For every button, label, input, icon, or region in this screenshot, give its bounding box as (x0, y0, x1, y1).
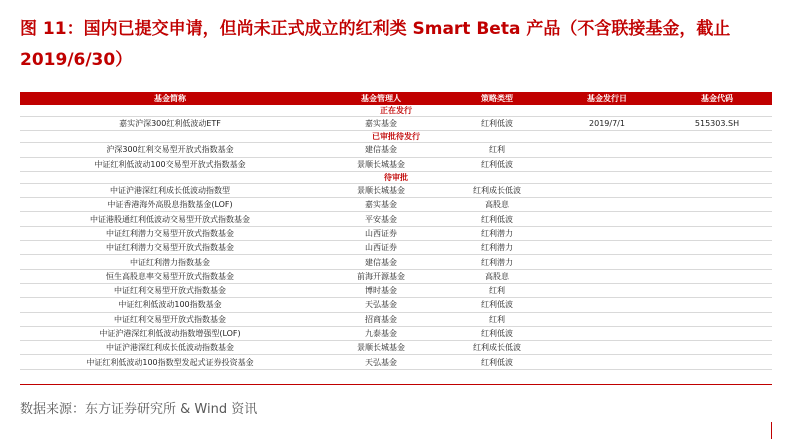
table-row (20, 255, 772, 269)
cell-strategy: 红利 (442, 143, 552, 157)
cell-manager: 景顺长城基金 (320, 183, 442, 197)
table-row (20, 226, 772, 240)
cell-fund-name: 中证红利低波动100指数基金 (20, 298, 320, 312)
cell-manager: 嘉实基金 (320, 117, 442, 131)
section-label: 待审批 (20, 171, 772, 183)
cell-manager: 招商基金 (320, 312, 442, 326)
section-row (20, 171, 772, 183)
cell-issue-date (552, 298, 662, 312)
col-header-fund-name: 基金简称 (20, 92, 320, 105)
cell-issue-date: 2019/7/1 (552, 117, 662, 131)
cell-issue-date (552, 355, 662, 369)
cell-fund-name: 中证沪港深红利成长低波动指数型 (20, 183, 320, 197)
table-row (20, 298, 772, 312)
cell-strategy: 高股息 (442, 269, 552, 283)
cell-strategy: 红利低波 (442, 326, 552, 340)
fund-table (20, 92, 772, 370)
col-header-manager: 基金管理人 (320, 92, 442, 105)
section-label: 正在发行 (20, 105, 772, 117)
cell-strategy: 红利潜力 (442, 255, 552, 269)
cell-issue-date (552, 198, 662, 212)
cell-manager: 前海开源基金 (320, 269, 442, 283)
cell-fund-name: 沪深300红利交易型开放式指数基金 (20, 143, 320, 157)
cell-manager: 建信基金 (320, 143, 442, 157)
cell-strategy: 高股息 (442, 198, 552, 212)
cell-manager: 天弘基金 (320, 355, 442, 369)
table-row (20, 269, 772, 283)
table-row (20, 183, 772, 197)
cell-issue-date (552, 255, 662, 269)
cell-fund-code (662, 157, 772, 171)
cell-manager: 天弘基金 (320, 298, 442, 312)
cell-strategy: 红利 (442, 283, 552, 297)
cell-fund-code: 515303.SH (662, 117, 772, 131)
cell-fund-code (662, 269, 772, 283)
cell-issue-date (552, 326, 662, 340)
cell-issue-date (552, 212, 662, 226)
cell-issue-date (552, 283, 662, 297)
cell-fund-code (662, 355, 772, 369)
table-header-row (20, 92, 772, 105)
figure-title: 图 11：国内已提交申请，但尚未正式成立的红利类 Smart Beta 产品（不含联接基金，截止 2019/6/30） (20, 19, 731, 70)
cell-fund-code (662, 143, 772, 157)
cell-fund-code (662, 226, 772, 240)
table-row (20, 241, 772, 255)
cell-issue-date (552, 183, 662, 197)
corner-mark (771, 422, 772, 439)
cell-fund-name: 中证红利潜力指数基金 (20, 255, 320, 269)
cell-fund-name: 中证红利低波动100指数型发起式证券投资基金 (20, 355, 320, 369)
cell-manager: 嘉实基金 (320, 198, 442, 212)
cell-strategy: 红利低波 (442, 117, 552, 131)
cell-fund-name: 中证红利交易型开放式指数基金 (20, 312, 320, 326)
cell-issue-date (552, 241, 662, 255)
table-row (20, 355, 772, 369)
cell-fund-name: 中证红利潜力交易型开放式指数基金 (20, 241, 320, 255)
cell-fund-name: 中证港股通红利低波动交易型开放式指数基金 (20, 212, 320, 226)
cell-strategy: 红利潜力 (442, 241, 552, 255)
cell-fund-code (662, 312, 772, 326)
cell-fund-name: 中证红利潜力交易型开放式指数基金 (20, 226, 320, 240)
cell-manager: 山西证券 (320, 226, 442, 240)
cell-fund-name: 嘉实沪深300红利低波动ETF (20, 117, 320, 131)
table-row (20, 283, 772, 297)
table-row (20, 212, 772, 226)
cell-fund-code (662, 326, 772, 340)
table-row (20, 157, 772, 171)
cell-strategy: 红利成长低波 (442, 341, 552, 355)
cell-fund-code (662, 298, 772, 312)
col-header-fund-code: 基金代码 (662, 92, 772, 105)
table-row (20, 312, 772, 326)
cell-manager: 博时基金 (320, 283, 442, 297)
section-row (20, 105, 772, 117)
cell-fund-code (662, 283, 772, 297)
table-row (20, 341, 772, 355)
table-body (20, 105, 772, 369)
table-row (20, 198, 772, 212)
cell-fund-name: 中证红利低波动100交易型开放式指数基金 (20, 157, 320, 171)
table-row (20, 117, 772, 131)
cell-fund-code (662, 341, 772, 355)
cell-fund-name: 中证沪港深红利低波动指数增强型(LOF) (20, 326, 320, 340)
cell-fund-code (662, 241, 772, 255)
cell-manager: 山西证券 (320, 241, 442, 255)
cell-fund-name: 中证沪港深红利成长低波动指数基金 (20, 341, 320, 355)
cell-strategy: 红利成长低波 (442, 183, 552, 197)
table-row (20, 326, 772, 340)
cell-fund-code (662, 183, 772, 197)
cell-issue-date (552, 143, 662, 157)
cell-strategy: 红利低波 (442, 212, 552, 226)
cell-issue-date (552, 341, 662, 355)
cell-strategy: 红利低波 (442, 157, 552, 171)
cell-manager: 景顺长城基金 (320, 341, 442, 355)
cell-issue-date (552, 269, 662, 283)
cell-fund-code (662, 212, 772, 226)
cell-strategy: 红利 (442, 312, 552, 326)
cell-manager: 九泰基金 (320, 326, 442, 340)
table-row (20, 143, 772, 157)
cell-strategy: 红利低波 (442, 298, 552, 312)
cell-issue-date (552, 157, 662, 171)
cell-fund-code (662, 255, 772, 269)
cell-strategy: 红利潜力 (442, 226, 552, 240)
cell-strategy: 红利低波 (442, 355, 552, 369)
cell-manager: 平安基金 (320, 212, 442, 226)
cell-fund-name: 中证香港海外高股息指数基金(LOF) (20, 198, 320, 212)
cell-fund-code (662, 198, 772, 212)
col-header-strategy: 策略类型 (442, 92, 552, 105)
cell-fund-name: 恒生高股息率交易型开放式指数基金 (20, 269, 320, 283)
source-note: 数据来源：东方证券研究所 & Wind 资讯 (20, 402, 258, 417)
cell-manager: 景顺长城基金 (320, 157, 442, 171)
col-header-issue-date: 基金发行日 (552, 92, 662, 105)
cell-fund-name: 中证红利交易型开放式指数基金 (20, 283, 320, 297)
bottom-divider (20, 384, 772, 385)
section-row (20, 131, 772, 143)
cell-issue-date (552, 312, 662, 326)
section-label: 已审批待发行 (20, 131, 772, 143)
cell-issue-date (552, 226, 662, 240)
cell-manager: 建信基金 (320, 255, 442, 269)
